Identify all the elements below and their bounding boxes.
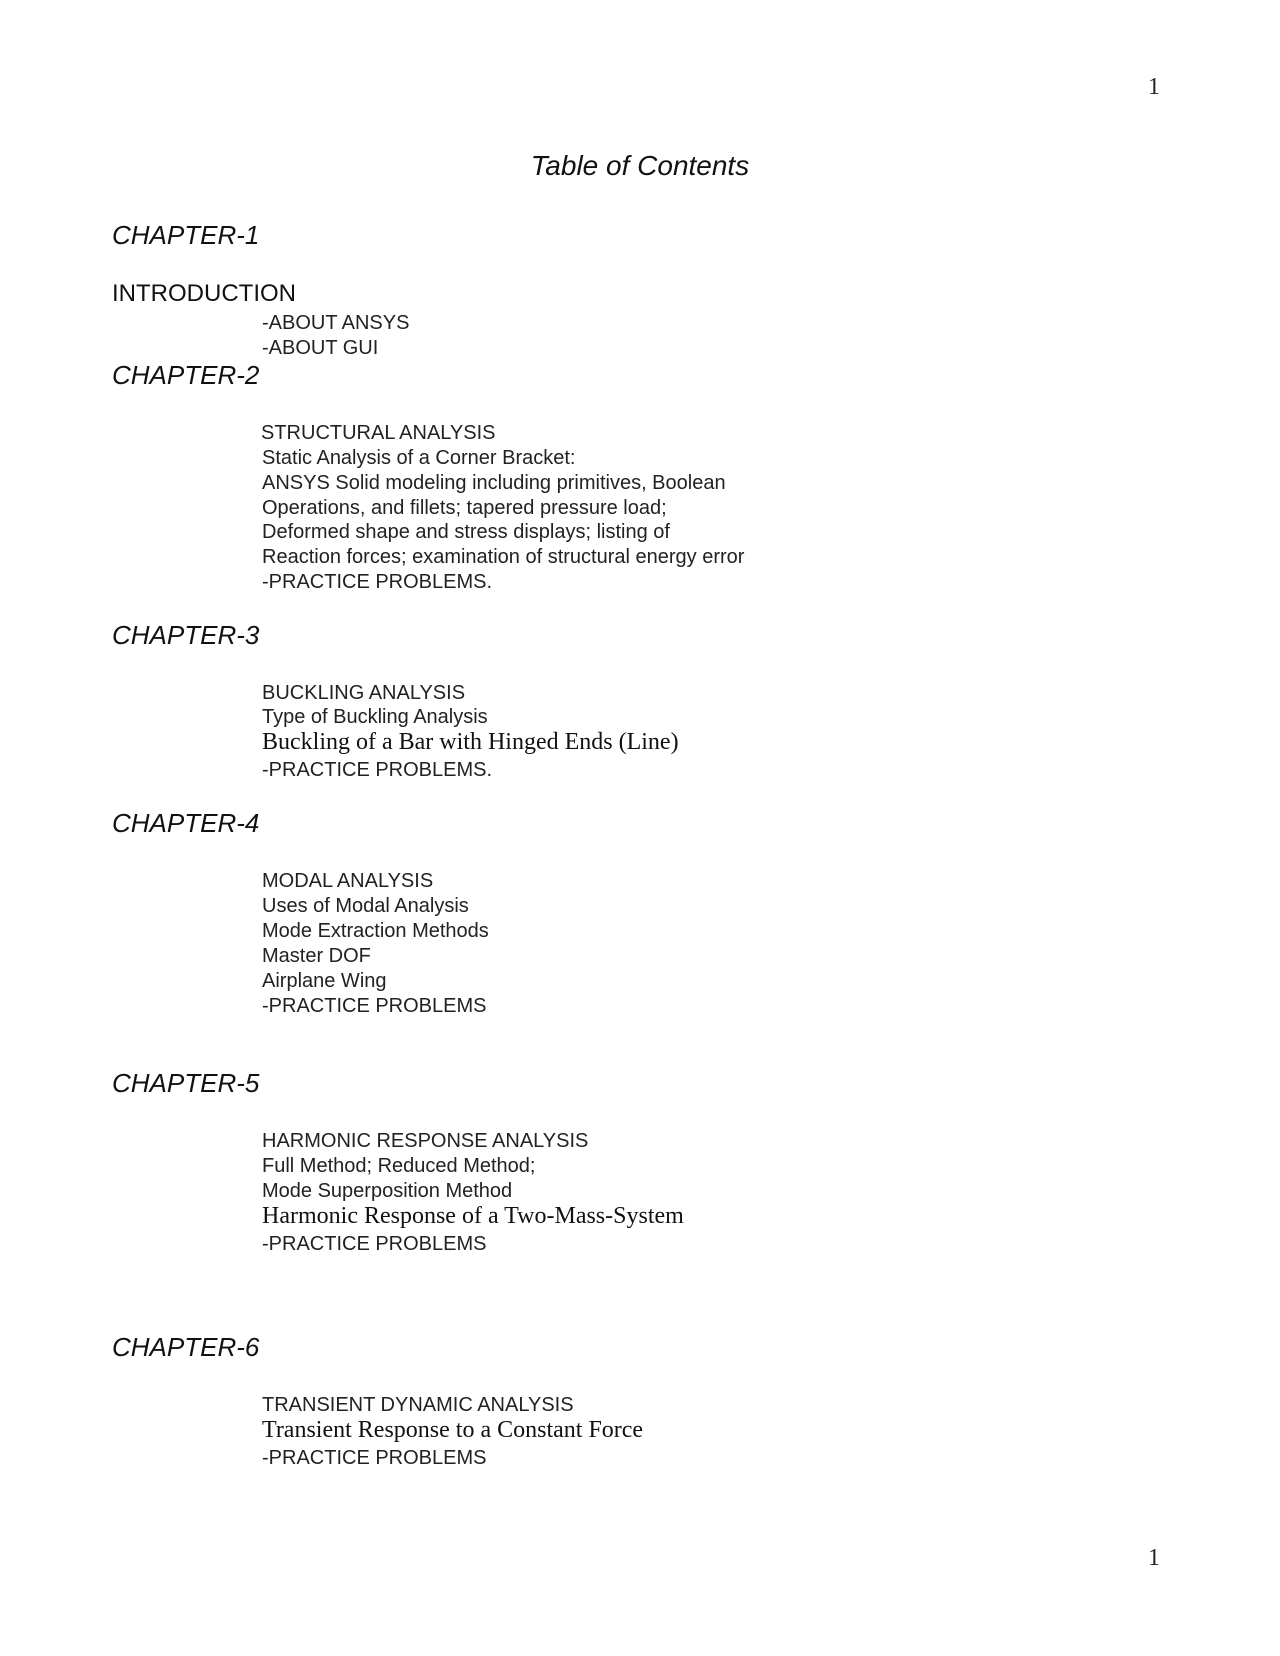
toc-entry: -ABOUT ANSYS	[262, 312, 410, 334]
chapter-2-heading: CHAPTER-2	[112, 360, 260, 390]
page-title: Table of Contents	[530, 150, 750, 181]
chapter-1-heading: CHAPTER-1	[112, 220, 260, 250]
chapter-6-heading: CHAPTER-6	[112, 1332, 260, 1362]
toc-entry: Operations, and fillets; tapered pressure load;	[262, 497, 667, 519]
toc-entry-example: Harmonic Response of a Two-Mass-System	[262, 1203, 684, 1229]
toc-entry: -ABOUT GUI	[262, 337, 379, 359]
toc-entry: Airplane Wing	[262, 970, 387, 992]
toc-entry: Uses of Modal Analysis	[262, 895, 469, 917]
chapter-1-intro: INTRODUCTION	[112, 280, 296, 307]
toc-entry: -PRACTICE PROBLEMS.	[262, 759, 493, 781]
toc-entry: BUCKLING ANALYSIS	[262, 682, 466, 704]
toc-entry: ANSYS Solid modeling including primitives, Boolean	[262, 472, 726, 494]
chapter-3-heading: CHAPTER-3	[112, 620, 260, 650]
toc-entry: Reaction forces; examination of structural energy error	[262, 546, 745, 568]
toc-entry: MODAL ANALYSIS	[262, 870, 434, 892]
toc-entry: Deformed shape and stress displays; listing of	[262, 521, 670, 543]
toc-entry: Full Method; Reduced Method;	[262, 1155, 536, 1177]
toc-entry: HARMONIC RESPONSE ANALYSIS	[262, 1130, 589, 1152]
toc-entry: -PRACTICE PROBLEMS	[262, 995, 487, 1017]
toc-entry: Static Analysis of a Corner Bracket:	[262, 447, 576, 469]
page-number-top: 1	[1148, 74, 1160, 100]
toc-entry-example: Buckling of a Bar with Hinged Ends (Line)	[262, 729, 679, 755]
toc-entry: Mode Extraction Methods	[262, 920, 489, 942]
page-number-bottom: 1	[1148, 1545, 1160, 1571]
toc-entry: -PRACTICE PROBLEMS	[262, 1447, 487, 1469]
toc-entry-example: Transient Response to a Constant Force	[262, 1417, 644, 1443]
toc-entry: TRANSIENT DYNAMIC ANALYSIS	[262, 1394, 574, 1416]
chapter-4-heading: CHAPTER-4	[112, 808, 260, 838]
toc-entry: Type of Buckling Analysis	[262, 706, 488, 728]
toc-entry: Mode Superposition Method	[262, 1180, 513, 1202]
toc-entry: -PRACTICE PROBLEMS.	[262, 571, 493, 593]
toc-entry: Master DOF	[262, 945, 371, 967]
chapter-5-heading: CHAPTER-5	[112, 1068, 260, 1098]
toc-entry: STRUCTURAL ANALYSIS	[261, 422, 496, 444]
toc-entry: -PRACTICE PROBLEMS	[262, 1233, 487, 1255]
